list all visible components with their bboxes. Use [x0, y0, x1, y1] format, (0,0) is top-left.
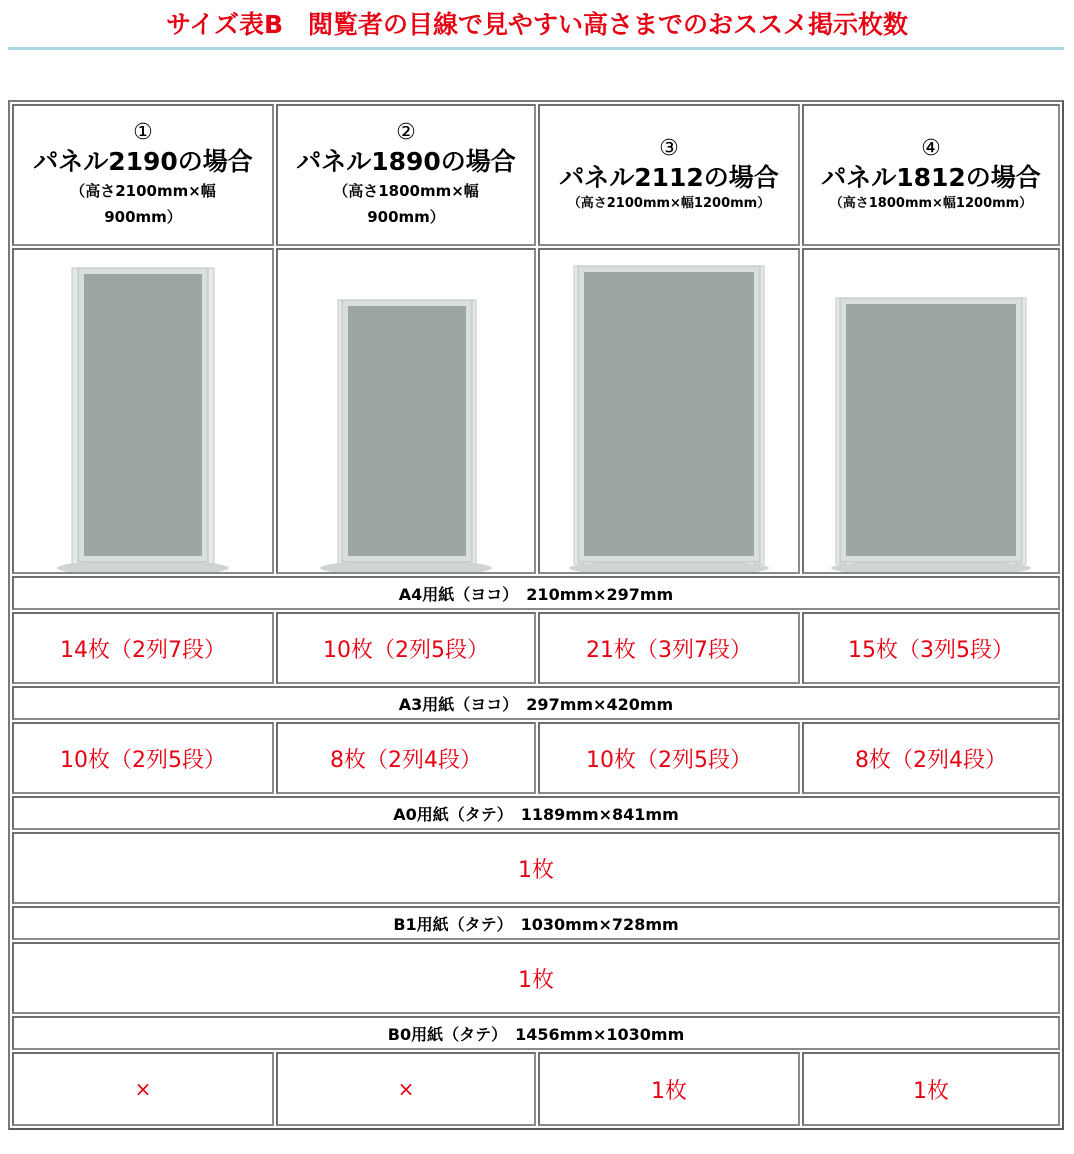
count-a3-col3: 10枚（2列5段） — [538, 722, 800, 794]
title-divider — [8, 47, 1064, 50]
column-number: ④ — [921, 136, 941, 161]
count-a4-col3: 21枚（3列7段） — [538, 612, 800, 684]
page-title: サイズ表B 閲覧者の目線で見やすい高さまでのおススメ掲示枚数 — [165, 10, 909, 39]
gray-partition-panel-icon — [278, 250, 534, 572]
column-title: パネル2112の場合 — [559, 163, 779, 192]
gray-partition-panel-icon — [14, 250, 272, 572]
column-header-2 — [276, 104, 536, 246]
paper-label-b0: B0用紙（タテ） 1456mm×1030mm — [12, 1016, 1060, 1050]
count-a4-col4: 15枚（3列5段） — [802, 612, 1060, 684]
paper-label-a0: A0用紙（タテ） 1189mm×841mm — [12, 796, 1060, 830]
panel-image-cell-3 — [538, 248, 800, 574]
paper-label-b1: B1用紙（タテ） 1030mm×728mm — [12, 906, 1060, 940]
column-header-4 — [802, 104, 1060, 246]
column-number: ① — [133, 120, 153, 145]
count-b0-col4: 1枚 — [802, 1052, 1060, 1126]
paper-label-a4: A4用紙（ヨコ） 210mm×297mm — [12, 576, 1060, 610]
panel-image-cell-1 — [12, 248, 274, 574]
count-b0-col2: × — [276, 1052, 536, 1126]
column-size-cont: 900mm） — [104, 208, 182, 226]
column-title: パネル2190の場合 — [33, 147, 253, 176]
column-size-cont: 900mm） — [367, 208, 445, 226]
column-title: パネル1890の場合 — [296, 147, 516, 176]
column-header-3 — [538, 104, 800, 246]
count-a0-all: 1枚 — [12, 832, 1060, 904]
count-a3-col2: 8枚（2列4段） — [276, 722, 536, 794]
gray-partition-panel-icon — [540, 250, 798, 572]
column-size: （高さ2100mm×幅1200mm） — [567, 196, 771, 211]
column-number: ② — [396, 120, 416, 145]
count-b0-col1: × — [12, 1052, 274, 1126]
count-a4-col1: 14枚（2列7段） — [12, 612, 274, 684]
paper-label-a3: A3用紙（ヨコ） 297mm×420mm — [12, 686, 1060, 720]
column-header-1 — [12, 104, 274, 246]
column-size: （高さ1800mm×幅 — [333, 182, 479, 200]
column-number: ③ — [659, 136, 679, 161]
column-title: パネル1812の場合 — [821, 163, 1041, 192]
panel-image-cell-2 — [276, 248, 536, 574]
count-a4-col2: 10枚（2列5段） — [276, 612, 536, 684]
count-a3-col1: 10枚（2列5段） — [12, 722, 274, 794]
gray-partition-panel-icon — [804, 250, 1058, 572]
count-b0-col3: 1枚 — [538, 1052, 800, 1126]
column-size: （高さ2100mm×幅 — [70, 182, 216, 200]
count-a3-col4: 8枚（2列4段） — [802, 722, 1060, 794]
column-size: （高さ1800mm×幅1200mm） — [829, 196, 1033, 211]
count-b1-all: 1枚 — [12, 942, 1060, 1014]
size-table — [8, 100, 1064, 1130]
panel-image-cell-4 — [802, 248, 1060, 574]
